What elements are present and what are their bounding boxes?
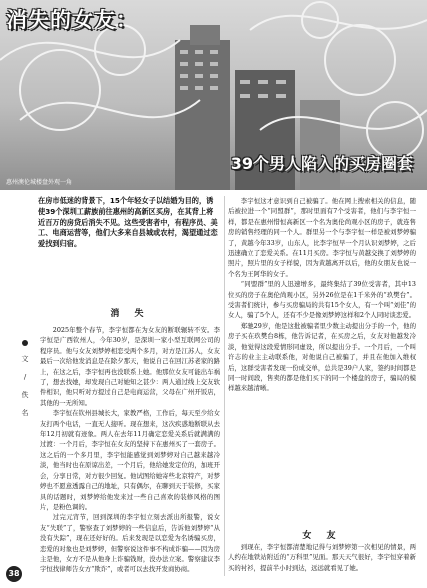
- column-divider: [224, 196, 225, 576]
- subheadline: 39个男人陷入的买房圈套: [230, 154, 413, 173]
- section-title-girlfriend: 女 友: [302, 531, 342, 541]
- author-sidebar: [20, 340, 30, 422]
- paragraph: 李宇恒这才意识到自己被骗了。他在网上搜索相关的信息，随后被拉进一个“同盟群”，那时里面有7个受害者，他们与李宇恒一样，都是在惠州惜恒高新区一个名为奥伦尚观小区的房子，就连售房的销售经理的同一个人。群里另一个与李宇恒一样是被刘梦婷骗了，黄越今年33岁，山东人，比李宇恒早一个月认识刘梦婷，之后迅速确立了恋爱关系。在11月买房。李宇恒与黄越交换了刘梦婷的照片，照片里的女子样貌，因为黄越离开以后，他的女朋友也说一个名为王阿华的女子。: [228, 197, 416, 278]
- section-title-disappear: 消 失: [110, 309, 150, 319]
- author-label: 文 / 佚 名: [21, 355, 29, 417]
- hero-photo: [0, 0, 427, 190]
- column-right-bottom: [228, 542, 416, 573]
- paragraph: 2025年整个春节，李宇恒都在为女友的断联辗转不安。李宇恒是广西钦州人，今年30岁，是深圳一家小型互联网公司的程序员。他与女友刘梦婷相恋受两个多月，对方是江苏人，女友最后一次给他发消息是在除夕那天，他说自己在回江苏老家的路上，在这之后，李宇恒再也没联系上她。他那位女友可能出车祸了，想去找她，却发现自己对她知之甚少：两人通过线上交友软件相识，他只听对方提过自己是电商运营，父母在广州开饭店，其他的一无所知。: [40, 326, 220, 407]
- bullet-icon: [22, 340, 28, 346]
- lede-paragraph: 在房市低迷的背景下，15个年轻女子以结婚为目的，诱使39个深圳工薪族前往惠州的高新区买房，在其背上将近百万的房贷后消失不见。这些受害者中，有程序员、美工、电商运营等，他们大多来自县城或农村，渴望通过恋爱找到归宿。: [38, 196, 218, 249]
- paragraph: 郑驰29岁，他是这批被骗者里少数主动提出分手的一个，他的房子买在玖樊台8栋，他告诉记者，在买房之后，女友对他越发冷淡，他觉得这段爱情形同虚设，所以提出分手。一个月后，一个叫许志的业主主动联系他，对他说自己被骗了，并且在他加入维权后，这群受害者发现一份成交单，总共是39户人家，签约时间都是同一时间段，售卖的都是他们买下的同一个楼盘的房子，骗局的模样越来越清晰。: [228, 321, 416, 393]
- paragraph: 过完元宵节，回到深圳的李宇恒立刻去派出所报警，说女友“失联”了，警察查了刘梦婷的一些信息后，告诉他刘梦婷“从没有失踪”，现在还好好的。后来发现是以恋爱为名诱骗买房，恋爱的对象也是刘梦婷，但警察说这件事不构成诈骗——因为房主是他，女方不是从他身上诈骗钱财，没办法立案。警察建议李宇恒找律师告女方“欺诈”，或者可以去找开发商协商。: [40, 513, 220, 574]
- column-left: [40, 325, 220, 575]
- headline: 消失的女友：: [6, 8, 138, 32]
- paragraph: 到现在，李宇恒都清楚地记得与刘梦婷第一次相见的情景，两人约在地铁站附近的“万科里”见面。那天天气很好，李宇恒穿着新买的衬衫，提前半小时到达，远远就看见了她。: [228, 543, 416, 572]
- page-number: 38: [6, 566, 22, 582]
- photo-caption: 惠州澳伦城楼盘外观一角: [6, 179, 73, 186]
- column-right: [228, 196, 416, 394]
- paragraph: “同盟群”里的人迅速增多，最终集结了39位受害者，其中13位买的房子在奥伦尚观小区，另外26位是在1千米外的“玖樊台”。受害者们统计，参与买房骗局的共有15个女人，有一个叫“刘佳”的女人，骗了5个人，还有不少是像刘梦婷这样和2个人同时谈恋爱。: [228, 280, 416, 320]
- paragraph: 李宇恒在钦州县城长大，家教严格，工作后，每天至少给女友打两个电话，一直无人接听。现在想来，这次疾惑地断联从去年12月初就有迹象。两人在去年11月确定恋爱关系后就满满的过渡：一个月后，李宇恒在女友的坚持下在惠州买了一套房子。这之后的一个多月里，李宇恒能感觉到刘梦婷对自己越来越冷淡，他当时也在原谅出差，一个月后，他给她发定位的，加班开会，分享日常，对方很少回复。他试图给她寄些北京特产，对梦婷也不愿意透露自己的地址，只有偶尔，在聊到天于装修，买家具的话题时，刘梦婷给他发来过一些自己喜欢的装修风格的图片，是粉色调的。: [40, 409, 220, 511]
